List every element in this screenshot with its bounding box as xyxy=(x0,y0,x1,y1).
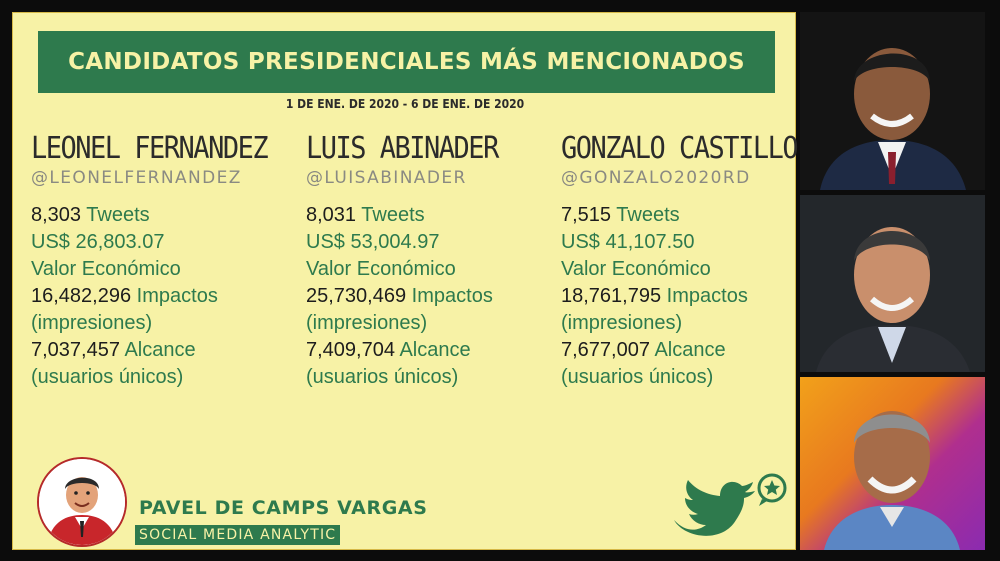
impacts-label: Impactos xyxy=(136,285,218,307)
candidate-stats xyxy=(561,202,811,391)
economic-value-label: Valor Económico xyxy=(31,258,181,280)
author-avatar xyxy=(37,457,127,547)
portrait-abinader xyxy=(800,195,985,372)
candidate-photo-castillo xyxy=(800,377,985,550)
candidate-stats xyxy=(306,202,556,391)
reach-label: Alcance xyxy=(654,339,726,361)
tweets-label: Tweets xyxy=(616,204,680,226)
candidate-column-castillo xyxy=(561,131,811,391)
reach-sublabel: (usuarios únicos) xyxy=(561,366,714,388)
economic-value: US$ 41,107.50 xyxy=(561,231,695,253)
impacts-label: Impactos xyxy=(411,285,493,307)
candidate-column-fernandez xyxy=(31,131,281,391)
impacts-value: 18,761,795 xyxy=(561,285,662,307)
candidate-photo-abinader xyxy=(800,195,985,372)
brand-tagline: SOCIAL MEDIA ANALYTIC xyxy=(135,525,340,545)
reach-value: 7,677,007 xyxy=(561,339,650,361)
economic-value-label: Valor Económico xyxy=(306,258,456,280)
tweets-label: Tweets xyxy=(361,204,425,226)
reach-sublabel: (usuarios únicos) xyxy=(31,366,184,388)
impacts-value: 25,730,469 xyxy=(306,285,407,307)
candidate-name: LEONEL FERNANDEZ xyxy=(31,131,268,166)
tweets-label: Tweets xyxy=(86,204,150,226)
brand-name: PAVEL DE CAMPS VARGAS xyxy=(139,497,428,519)
candidate-stats xyxy=(31,202,281,391)
impacts-sublabel: (impresiones) xyxy=(306,312,428,334)
reach-label: Alcance xyxy=(124,339,196,361)
author-avatar-illustration xyxy=(39,459,125,545)
reach-sublabel: (usuarios únicos) xyxy=(306,366,459,388)
candidate-name: GONZALO CASTILLO xyxy=(561,131,798,166)
impacts-value: 16,482,296 xyxy=(31,285,132,307)
candidate-name: LUIS ABINADER xyxy=(306,131,498,166)
tweets-value: 8,303 xyxy=(31,204,82,226)
tweets-value: 7,515 xyxy=(561,204,612,226)
title-banner xyxy=(38,31,775,93)
twitter-bird-icon xyxy=(668,468,798,548)
candidate-photo-fernandez xyxy=(800,12,985,190)
star-icon xyxy=(759,475,785,506)
infographic-panel xyxy=(12,12,796,550)
reach-value: 7,409,704 xyxy=(306,339,395,361)
candidate-handle: @LEONELFERNANDEZ xyxy=(31,168,242,188)
candidate-column-abinader xyxy=(306,131,556,391)
economic-value: US$ 26,803.07 xyxy=(31,231,165,253)
reach-label: Alcance xyxy=(399,339,471,361)
page-title: CANDIDATOS PRESIDENCIALES MÁS MENCIONADOS xyxy=(68,49,745,75)
tweets-value: 8,031 xyxy=(306,204,357,226)
impacts-sublabel: (impresiones) xyxy=(561,312,683,334)
economic-value: US$ 53,004.97 xyxy=(306,231,440,253)
reach-value: 7,037,457 xyxy=(31,339,120,361)
portrait-fernandez xyxy=(800,12,985,190)
economic-value-label: Valor Económico xyxy=(561,258,711,280)
candidate-handle: @LUISABINADER xyxy=(306,168,467,188)
candidate-handle: @GONZALO2020RD xyxy=(561,168,751,188)
impacts-sublabel: (impresiones) xyxy=(31,312,153,334)
impacts-label: Impactos xyxy=(666,285,748,307)
portrait-castillo xyxy=(800,377,985,550)
date-range: 1 DE ENE. DE 2020 - 6 DE ENE. DE 2020 xyxy=(285,97,525,111)
